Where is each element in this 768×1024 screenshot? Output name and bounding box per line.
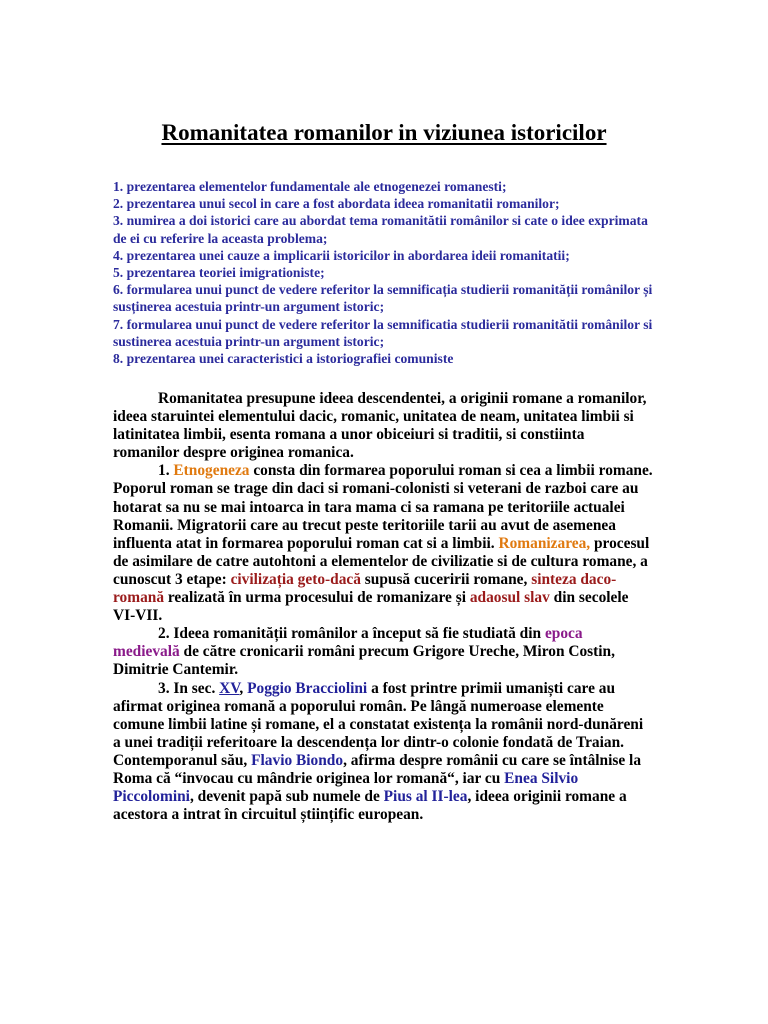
name-flavio-biondo: Flavio Biondo	[251, 751, 344, 769]
century-link[interactable]: XV	[219, 679, 240, 697]
paragraph-text: , devenit papă sub numele de	[189, 788, 384, 806]
topic-item: 1. prezentarea elementelor fundamentale ale etnogenezei romanesti;	[113, 179, 507, 194]
term-etnogeneza: Etnogeneza	[173, 462, 250, 480]
topic-item: 3. numirea a doi istorici care au abordat tema romanitătii românilor si cate o idee exprimata de ei cu referire la aceasta problema;	[113, 213, 648, 246]
document-body	[113, 390, 653, 824]
paragraph-text: din secolele VI-VII.	[113, 589, 629, 625]
topic-item: 4. prezentarea unei cauze a implicarii istoricilor in abordarea ideii romanitatii;	[113, 247, 570, 263]
paragraph-text: 2. Ideea romanității românilor a început să fie studiată din	[158, 625, 545, 643]
paragraph-number: 1.	[158, 462, 174, 480]
paragraph-text: , ideea originii romane a acestora a intrat în circuitul științific european.	[113, 788, 627, 824]
paragraph-1	[113, 462, 653, 625]
topic-item: 2. prezentarea unui secol in care a fost abordata ideea romanitatii romanilor;	[113, 196, 560, 212]
name-poggio-bracciolini: Poggio Bracciolini	[247, 679, 368, 697]
document-title: Romanitatea romanilor in viziunea istoricilor	[161, 120, 607, 145]
paragraph-text: ,	[239, 679, 248, 697]
topic-item: 7. formularea unui punct de vedere referitor la semnificatia studierii romanitătii românilor si sustinerea acestuia printr-un argument istoric;	[113, 316, 653, 349]
name-pius-al-ii-lea: Pius al II-lea	[383, 788, 468, 806]
term-adaosul-slav: adaosul slav	[469, 589, 550, 607]
paragraph-2	[113, 625, 653, 679]
paragraph-3	[113, 680, 653, 825]
paragraph-text: de către cronicarii români precum Grigore Ureche, Miron Costin, Dimitrie Cantemir.	[113, 643, 615, 679]
topics-list	[113, 178, 658, 367]
paragraph-text: realizată în urma procesului de romanizare și	[164, 589, 470, 607]
topic-item: 8. prezentarea unei caracteristici a istoriografiei comuniste	[113, 351, 454, 367]
paragraph-text: 3. In sec.	[158, 679, 220, 697]
paragraph-text: consta din formarea poporului roman si cea a limbii romane. Poporul roman se trage din daci si romani-colonisti si veterani de razboi care au hotarat sa nu se mai intoarca in tara mama ci sa ramana pe teritoriile actualei Romanii. Migratorii care au trecut peste teritoriile tarii au avut de asemenea influenta atat in formarea poporului roman cat si a limbii.	[113, 462, 653, 552]
term-romanizarea: Romanizarea,	[498, 534, 591, 552]
term-sinteza-daco-romana: sinteza daco-romană	[113, 570, 617, 607]
paragraph-text: a fost printre primii umaniști care au afirmat originea romană a poporului român. Pe lângă numeroase elemente comune limbii latine și romane, el a constatat existența la românii nord-dunăreni a unei tradiții referitoare la descendența lor dintr-o colonie fondată de Traian. Contemporanul său,	[113, 679, 644, 769]
topic-item: 6. formularea unui punct de vedere referitor la semnificația studierii romanității românilor și susținerea acestuia printr-un argument istoric;	[113, 282, 653, 315]
name-enea-silvio-piccolomini: Enea Silvio Piccolomini	[113, 769, 579, 806]
paragraph-text: supusă cuceririi romane,	[360, 570, 532, 588]
paragraph-text: , afirma despre românii cu care se întâlnise la Roma că “invocau cu mândrie originea lor romană“, iar cu	[113, 751, 642, 787]
term-civilizatia-geto-daca: civilizația geto-dacă	[230, 570, 361, 588]
topic-item: 5. prezentarea teoriei imigrationiste;	[113, 265, 325, 281]
paragraph-text: procesul de asimilare de catre autohtoni a elementelor de civilizatie si de cultura romane, a cunoscut 3 etape:	[113, 534, 650, 588]
intro-paragraph: Romanitatea presupune ideea descendentei, a originii romane a romanilor, ideea staruintei elementului dacic, romanic, unitatea de neam, unitatea limbii si latinitatea limbii, esenta romana a unor obiceiuri si traditii, si constiinta romanilor despre originea romanica.	[113, 390, 647, 462]
term-epoca-medievala: epoca medievală	[113, 625, 583, 661]
